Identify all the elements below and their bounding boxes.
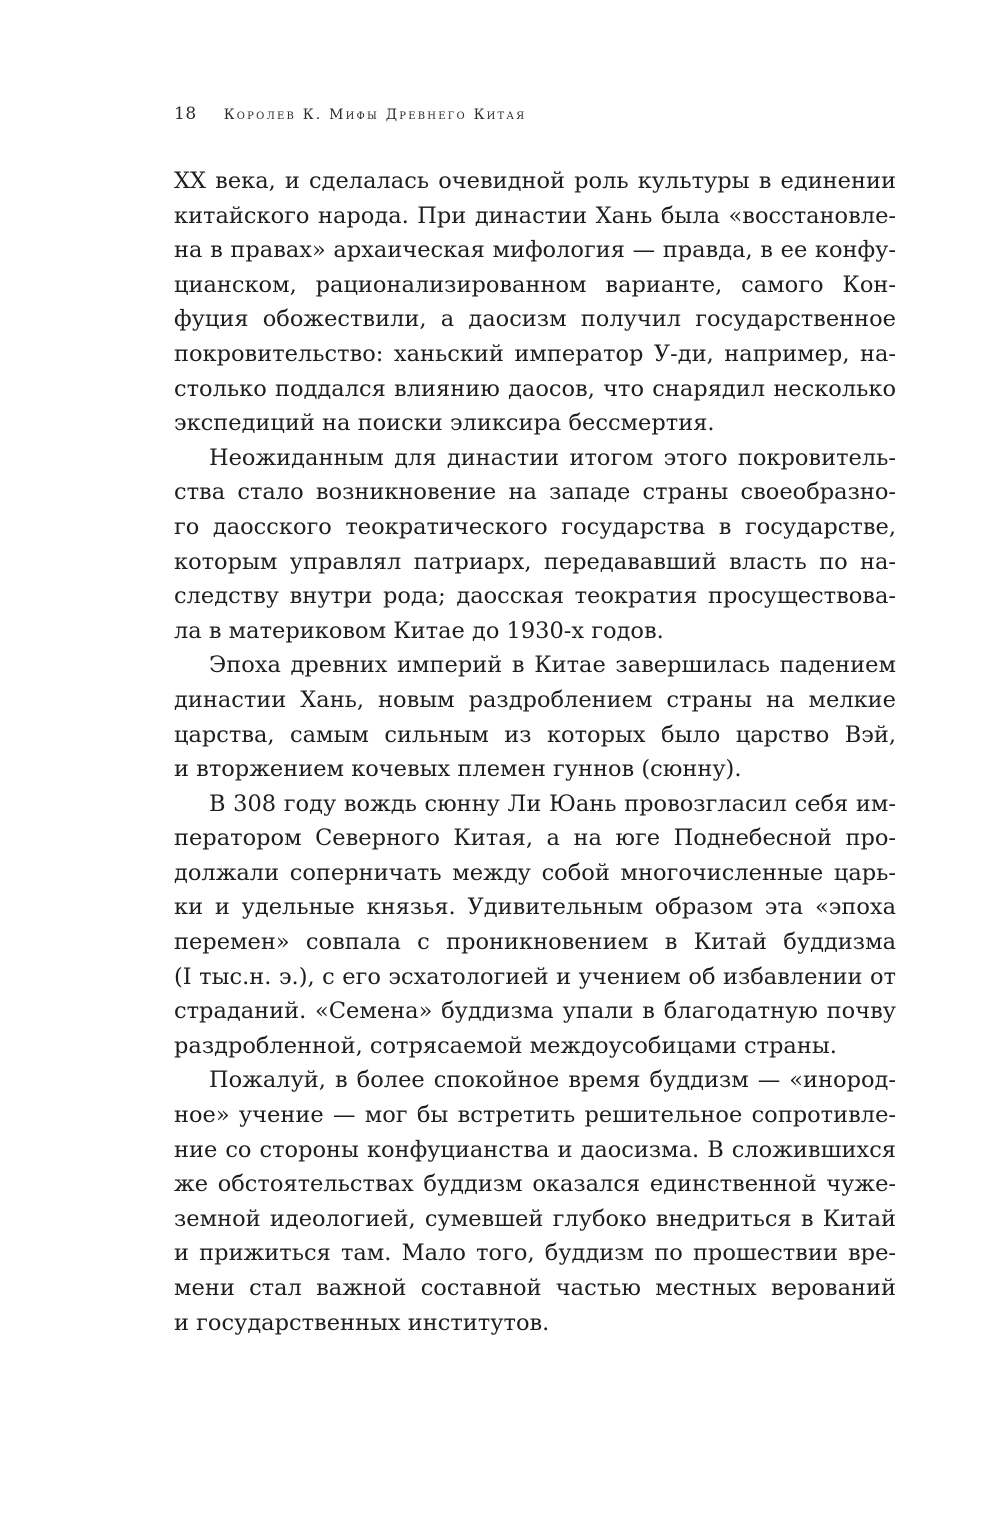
text-line: фуция обожествили, а даосизм получил государственное [174, 306, 896, 333]
text-line: В 308 году вождь сюнну Ли Юань провозгласил себя им- [209, 790, 896, 817]
text-line: династии Хань, новым раздроблением страны на мелкие [174, 686, 896, 713]
text-line: перемен» совпала с проникновением в Китай буддизма [174, 929, 896, 956]
text-line: и прижиться там. Мало того, буддизм по прошествии вре- [174, 1240, 896, 1267]
text-line: го даосского теократического государства в государстве, [174, 513, 896, 540]
text-line: экспедиций на поиски эликсира бессмертия. [174, 410, 715, 437]
text-line: царства, самым сильным из которых было царство Вэй, [174, 721, 896, 748]
running-head [174, 104, 914, 130]
paragraph [174, 648, 896, 786]
text-line: китайского народа. При династии Хань была «восстановле- [174, 202, 896, 229]
text-line: ние со стороны конфуцианства и даосизма. В сложившихся [174, 1136, 896, 1163]
text-line: ное» учение — мог бы встретить решительное сопротивле- [174, 1102, 896, 1129]
text-line: следству внутри рода; даосская теократия просуществова- [174, 583, 896, 610]
text-line: должали соперничать между собой многочисленные царь- [174, 859, 896, 886]
text-line: ла в материковом Китае до 1930-х годов. [174, 617, 664, 644]
text-line: раздробленной, сотрясаемой междоусобицами страны. [174, 1032, 837, 1059]
text-line: XX века, и сделалась очевидной роль культуры в единении [174, 168, 896, 194]
page-number: 18 [174, 104, 197, 124]
text-line: страданий. «Семена» буддизма упали в благодатную почву [174, 998, 896, 1025]
text-line: ства стало возникновение на западе страны своеобразно- [174, 479, 896, 506]
text-line: цианском, рационализированном варианте, самого Кон- [174, 271, 896, 298]
text-line: ператором Северного Китая, а на юге Поднебесной про- [174, 825, 896, 852]
text-line: ки и удельные князья. Удивительным образом эта «эпоха [174, 894, 896, 921]
body-text [174, 164, 896, 1340]
paragraph [174, 441, 896, 649]
paragraph [174, 1063, 896, 1340]
text-line: покровительство: ханьский император У-ди, например, на- [174, 340, 896, 367]
text-line: мени стал важной составной частью местных верований [174, 1275, 896, 1301]
text-line: на в правах» архаическая мифология — правда, в ее конфу- [174, 237, 896, 264]
paragraph [174, 164, 896, 441]
text-line: (I тыс.н. э.), с его эсхатологией и учением об избавлении от [174, 963, 896, 990]
text-line: столько поддался влиянию даосов, что снарядил несколько [174, 375, 896, 402]
text-line: Неожиданным для династии итогом этого покровитель- [209, 444, 896, 471]
book-title: Королев К. Мифы Древнего Китая [223, 107, 527, 123]
text-line: которым управлял патриарх, передававший власть по на- [174, 548, 896, 575]
paragraph [174, 787, 896, 1064]
text-line: и вторжением кочевых племен гуннов (сюнну). [174, 756, 742, 783]
text-line: земной идеологией, сумевшей глубоко внедриться в Китай [174, 1205, 896, 1232]
text-line: Эпоха древних империй в Китае завершилась падением [209, 652, 896, 679]
text-line: и государственных институтов. [174, 1309, 550, 1336]
text-line: же обстоятельствах буддизм оказался единственной чуже- [174, 1171, 896, 1198]
text-line: Пожалуй, в более спокойное время буддизм — «инород- [209, 1067, 896, 1094]
